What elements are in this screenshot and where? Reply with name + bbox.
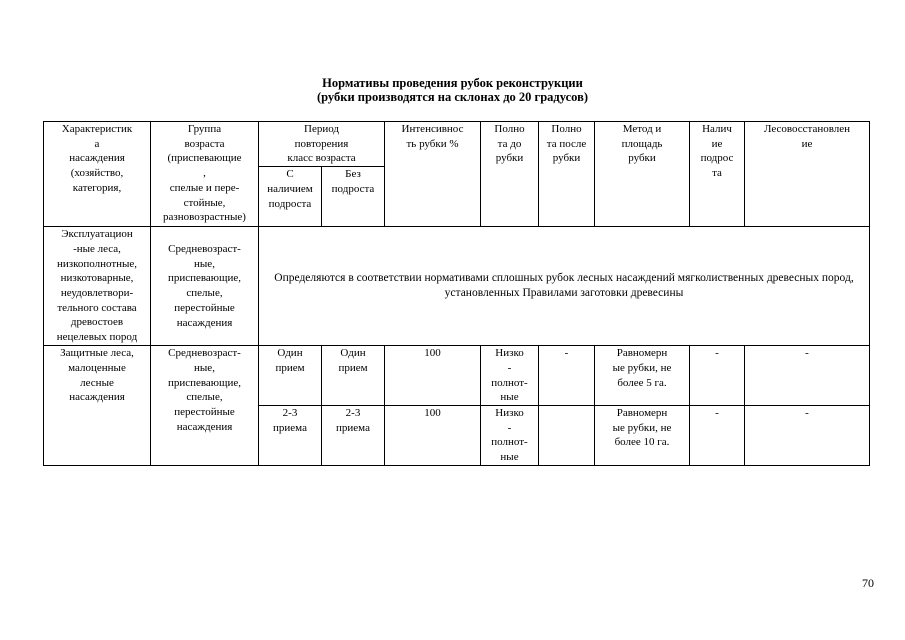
row1-merged-note: Определяются в соответствии нормативами сплошных рубок лесных насаждений мягколиственных древесных пород, установленных Правилами заготовки древесины <box>259 227 870 346</box>
header-row <box>44 122 870 167</box>
row2a-density-before: Низко - полнот- ные <box>481 346 539 406</box>
row2b-without-undergrowth: 2-3 приема <box>322 405 385 465</box>
row2b-density-before: Низко - полнот- ные <box>481 405 539 465</box>
row1-characteristic: Эксплуатацион -ные леса, низкополнотные, низкотоварные, неудовлетвори- тельного состава древостоев нецелевых пород <box>44 227 151 346</box>
row2b-intensity: 100 <box>385 405 481 465</box>
row2b-density-after <box>539 405 595 465</box>
row2a-intensity: 100 <box>385 346 481 406</box>
header-age-group: Группа возраста (приспевающие , спелые и пере- стойные, разновозрастные) <box>151 122 259 227</box>
norms-table <box>43 121 870 466</box>
row2-age-group: Средневозраст- ные, приспевающие, спелые, перестойные насаждения <box>151 346 259 466</box>
row1-age-group: Средневозраст- ные, приспевающие, спелые, перестойные насаждения <box>151 227 259 346</box>
title-line-1: Нормативы проведения рубок реконструкции <box>322 76 583 90</box>
header-period-with-undergrowth: С наличием подроста <box>259 167 322 227</box>
row2a-undergrowth: - <box>690 346 745 406</box>
row2a-without-undergrowth: Один прием <box>322 346 385 406</box>
row2-characteristic: Защитные леса, малоценные лесные насаждения <box>44 346 151 466</box>
header-undergrowth: Налич ие подрос та <box>690 122 745 227</box>
page-number: 70 <box>862 576 874 590</box>
header-intensity: Интенсивнос ть рубки % <box>385 122 481 227</box>
header-period-without-undergrowth: Без подроста <box>322 167 385 227</box>
document-title <box>0 76 905 104</box>
row2b-with-undergrowth: 2-3 приема <box>259 405 322 465</box>
row2a-reforestation: - <box>745 346 870 406</box>
header-method-area: Метод и площадь рубки <box>595 122 690 227</box>
header-reforestation: Лесовосстановлен ие <box>745 122 870 227</box>
row2a-method-area: Равномерн ые рубки, не более 5 га. <box>595 346 690 406</box>
header-characteristic: Характеристик а насаждения (хозяйство, категория, <box>44 122 151 227</box>
table-row <box>44 227 870 346</box>
row2a-with-undergrowth: Один прием <box>259 346 322 406</box>
title-line-2: (рубки производятся на склонах до 20 градусов) <box>316 90 589 104</box>
header-density-before: Полно та до рубки <box>481 122 539 227</box>
row2b-undergrowth: - <box>690 405 745 465</box>
row2a-density-after: - <box>539 346 595 406</box>
header-period: Период повторения класс возраста <box>259 122 385 167</box>
table-row <box>44 346 870 406</box>
row2b-method-area: Равномерн ые рубки, не более 10 га. <box>595 405 690 465</box>
header-density-after: Полно та после рубки <box>539 122 595 227</box>
row2b-reforestation: - <box>745 405 870 465</box>
